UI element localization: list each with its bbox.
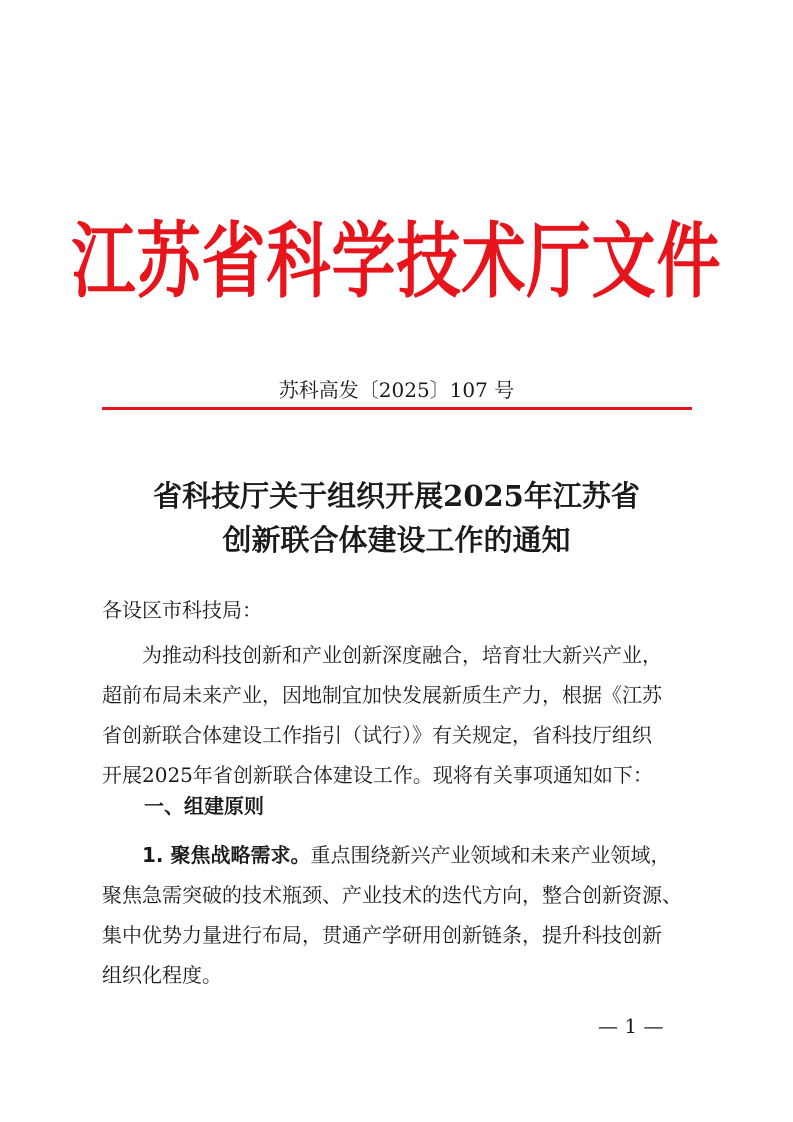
document-title <box>0 474 793 562</box>
page-number: — 1 — <box>598 1014 664 1038</box>
item-1-line-3: 集中优势力量进行布局，贯通产学研用创新链条，提升科技创新 <box>102 923 662 947</box>
item-1-paragraph <box>102 835 694 995</box>
intro-line-1: 为推动科技创新和产业创新深度融合，培育壮大新兴产业， <box>142 643 662 667</box>
document-masthead: 江苏省科学技术厅文件 <box>71 215 722 310</box>
intro-paragraph <box>102 635 694 795</box>
intro-line-2: 超前布局未来产业，因地制宜加快发展新质生产力，根据《江苏 <box>102 683 662 707</box>
section-heading-principles: 一、组建原则 <box>144 794 264 818</box>
document-number: 苏科高发〔2025〕107 号 <box>278 378 515 402</box>
document-title-line-2: 创新联合体建设工作的通知 <box>222 523 571 557</box>
item-1-line-1: 1. 聚焦战略需求。重点围绕新兴产业领域和未来产业领域， <box>142 843 671 867</box>
red-separator-rule <box>102 407 692 410</box>
intro-line-4: 开展2025年省创新联合体建设工作。现将有关事项通知如下： <box>102 763 653 787</box>
salutation: 各设区市科技局： <box>102 598 262 622</box>
item-1-lead: 1. 聚焦战略需求。 <box>142 843 311 867</box>
document-title-line-1: 省科技厅关于组织开展2025年江苏省 <box>153 479 640 513</box>
intro-line-3: 省创新联合体建设工作指引（试行）》有关规定，省科技厅组织 <box>102 723 652 747</box>
item-1-line-2: 聚焦急需突破的技术瓶颈、产业技术的迭代方向，整合创新资源、 <box>102 883 682 907</box>
item-1-line-4: 组织化程度。 <box>102 963 222 987</box>
